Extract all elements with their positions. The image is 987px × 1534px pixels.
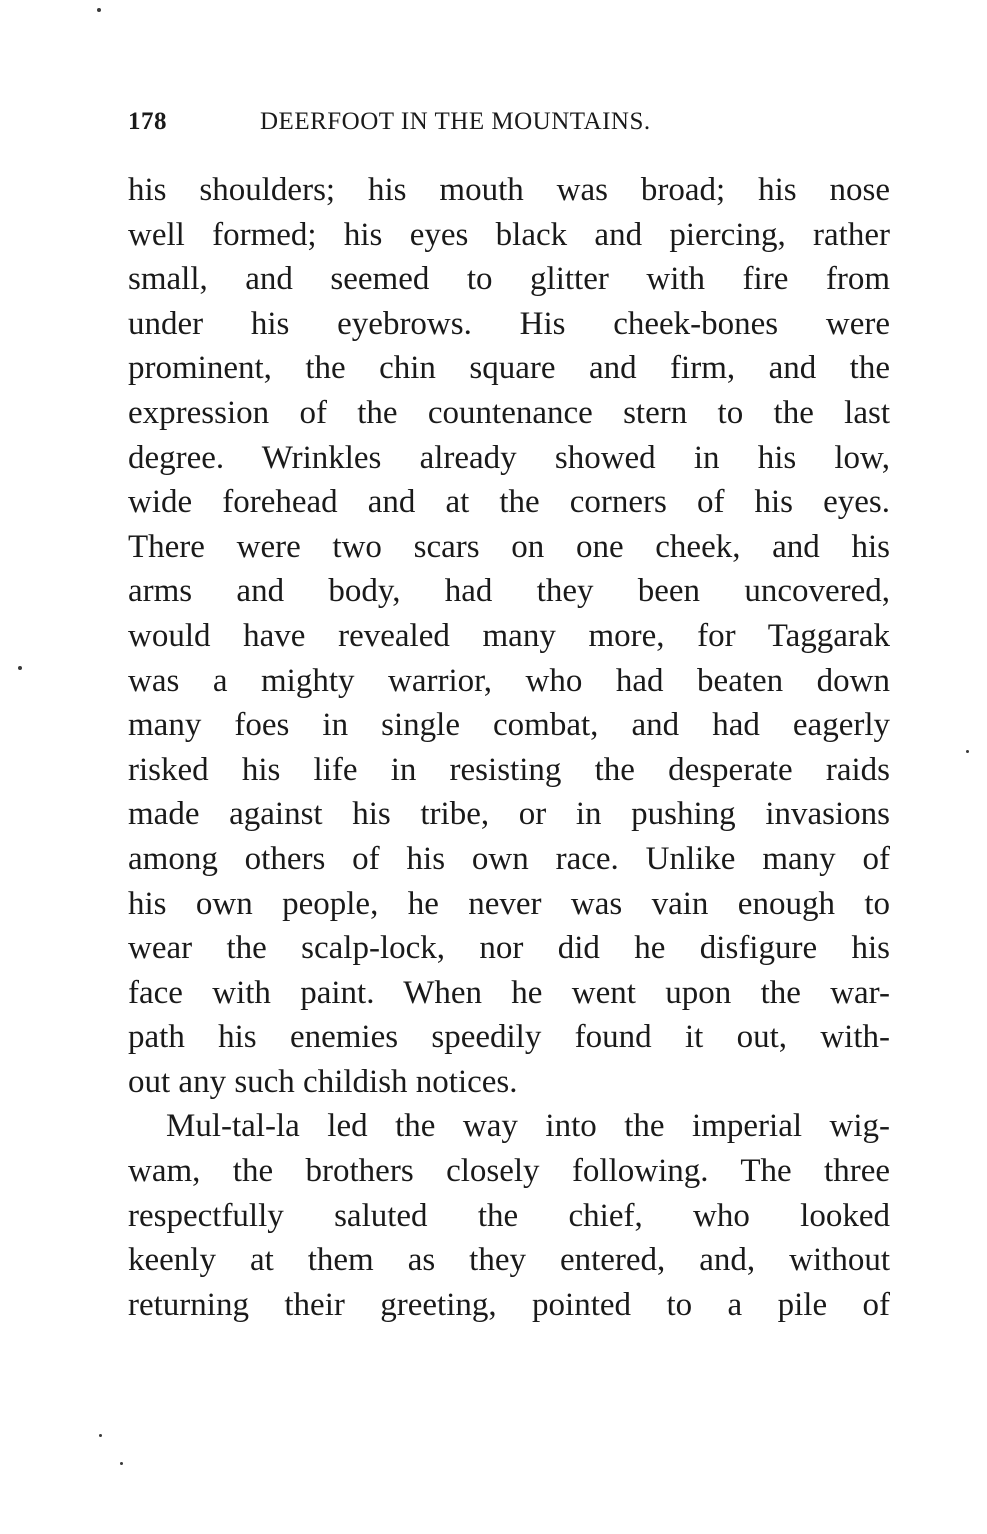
text-line: Mul-tal-la led the way into the imperial wig- xyxy=(166,1108,890,1145)
text-line: well formed; his eyes black and piercing, rather xyxy=(128,216,890,253)
text-line: respectfully saluted the chief, who looked xyxy=(128,1197,890,1234)
text-line: wam, the brothers closely following. The three xyxy=(128,1153,890,1190)
page-number: 178 xyxy=(128,108,167,135)
text-line: wide forehead and at the corners of his eyes. xyxy=(128,484,890,521)
body-text xyxy=(128,168,890,1327)
text-line: his shoulders; his mouth was broad; his nose xyxy=(128,172,890,208)
text-line: made against his tribe, or in pushing invasions xyxy=(128,796,890,833)
scan-speck xyxy=(18,666,22,670)
text-line: degree. Wrinkles already showed in his low, xyxy=(128,439,890,476)
text-line: prominent, the chin square and firm, and the xyxy=(128,350,890,387)
text-line: expression of the countenance stern to the last xyxy=(128,394,890,431)
text-line: keenly at them as they entered, and, without xyxy=(128,1242,890,1279)
running-head xyxy=(128,108,888,148)
text-line: many foes in single combat, and had eagerly xyxy=(128,707,890,744)
text-line: risked his life in resisting the desperate raids xyxy=(128,751,890,788)
scan-speck xyxy=(966,750,969,753)
text-line: was a mighty warrior, who had beaten down xyxy=(128,662,890,699)
text-line: under his eyebrows. His cheek-bones were xyxy=(128,305,890,342)
text-line: among others of his own race. Unlike many of xyxy=(128,840,890,877)
paragraph-2 xyxy=(128,1104,890,1327)
text-line: There were two scars on one cheek, and his xyxy=(128,528,890,565)
running-title: DEERFOOT IN THE MOUNTAINS. xyxy=(260,108,651,135)
text-line: wear the scalp-lock, nor did he disfigure his xyxy=(128,930,890,967)
text-line: returning their greeting, pointed to a pile of xyxy=(128,1286,890,1323)
scan-speck xyxy=(120,1462,123,1465)
text-line: his own people, he never was vain enough to xyxy=(128,885,890,922)
scan-speck xyxy=(97,8,101,12)
scan-speck xyxy=(99,1434,102,1437)
text-line: would have revealed many more, for Taggarak xyxy=(128,617,890,654)
text-line: arms and body, had they been uncovered, xyxy=(128,573,890,610)
text-line: path his enemies speedily found it out, with- xyxy=(128,1019,890,1056)
text-line: out any such childish notices. xyxy=(128,1063,518,1100)
paragraph-1 xyxy=(128,168,890,1104)
text-line: small, and seemed to glitter with fire from xyxy=(128,261,890,298)
text-line: face with paint. When he went upon the war- xyxy=(128,974,890,1011)
